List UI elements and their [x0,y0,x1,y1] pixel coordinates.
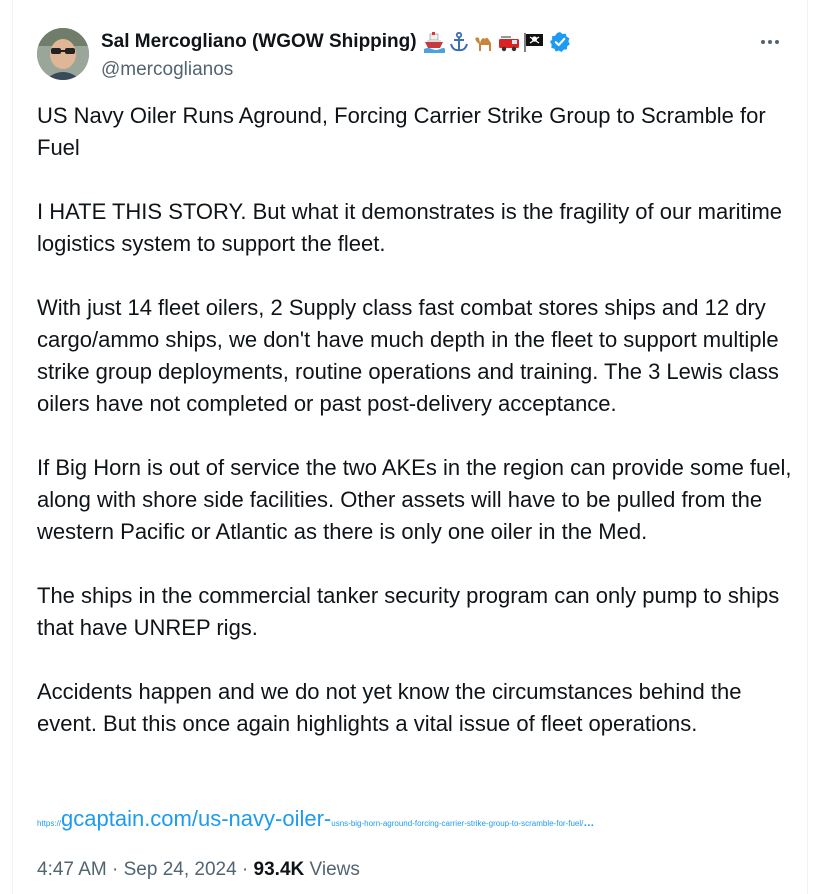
anchor-icon [448,31,470,53]
post-paragraph: Accidents happen and we do not yet know the circumstances behind the event. But this once again highlights a vital issue of fleet operations. [37,679,742,736]
post-meta [37,859,360,881]
article-link[interactable] [37,806,594,832]
views-label: Views [304,859,360,880]
link-prefix: https:// [37,819,62,828]
post-time[interactable]: 4:47 AM [37,859,107,880]
more-dot-icon [768,40,772,44]
author-display-name[interactable]: Sal Mercogliano (WGOW Shipping) [101,31,417,52]
pirate-flag-icon [523,31,545,53]
meta-separator: · [236,859,254,880]
fire-engine-icon [498,31,520,53]
meta-separator: · [106,859,124,880]
post-card [12,0,808,894]
link-ellipsis: … [583,817,595,829]
ship-icon [423,31,445,53]
author-emoji-strip [423,31,545,53]
post-date[interactable]: Sep 24, 2024 [123,859,237,880]
camel-icon [473,31,495,53]
post-paragraph: The ships in the commercial tanker security program can only pump to ships that have UNREP rigs. [37,583,780,640]
post-body [37,100,807,772]
link-rest: usns-big-horn-aground-forcing-carrier-strike-group-to-scramble-for-fuel/ [331,819,584,828]
views-count: 93.4K [253,859,305,880]
author-handle[interactable]: @mercoglianos [101,59,234,80]
post-headline: US Navy Oiler Runs Aground, Forcing Carrier Strike Group to Scramble for Fuel [37,103,766,160]
more-dot-icon [761,40,765,44]
post-paragraph: If Big Horn is out of service the two AKEs in the region can provide some fuel, along with shore side facilities. Other assets will have to be pulled from the western Pacific or Atlantic as there is only one oiler in the Med. [37,455,792,544]
author-names [101,29,571,81]
post-paragraph: With just 14 fleet oilers, 2 Supply class fast combat stores ships and 12 dry cargo/ammo ships, we don't have much depth in the fleet to support multiple strike group deployments, routine operations and training. The 3 Lewis class oilers have not completed or past post-delivery acceptance. [37,295,779,416]
post-paragraph: I HATE THIS STORY. But what it demonstrates is the fragility of our maritime logistics system to support the fleet. [37,199,783,256]
more-dot-icon [775,40,779,44]
link-domain: gcaptain.com/us-navy-oiler- [61,806,332,831]
avatar[interactable] [37,28,89,80]
more-options-button[interactable] [753,28,787,56]
post-header [37,28,787,84]
verified-badge-icon [549,31,571,53]
